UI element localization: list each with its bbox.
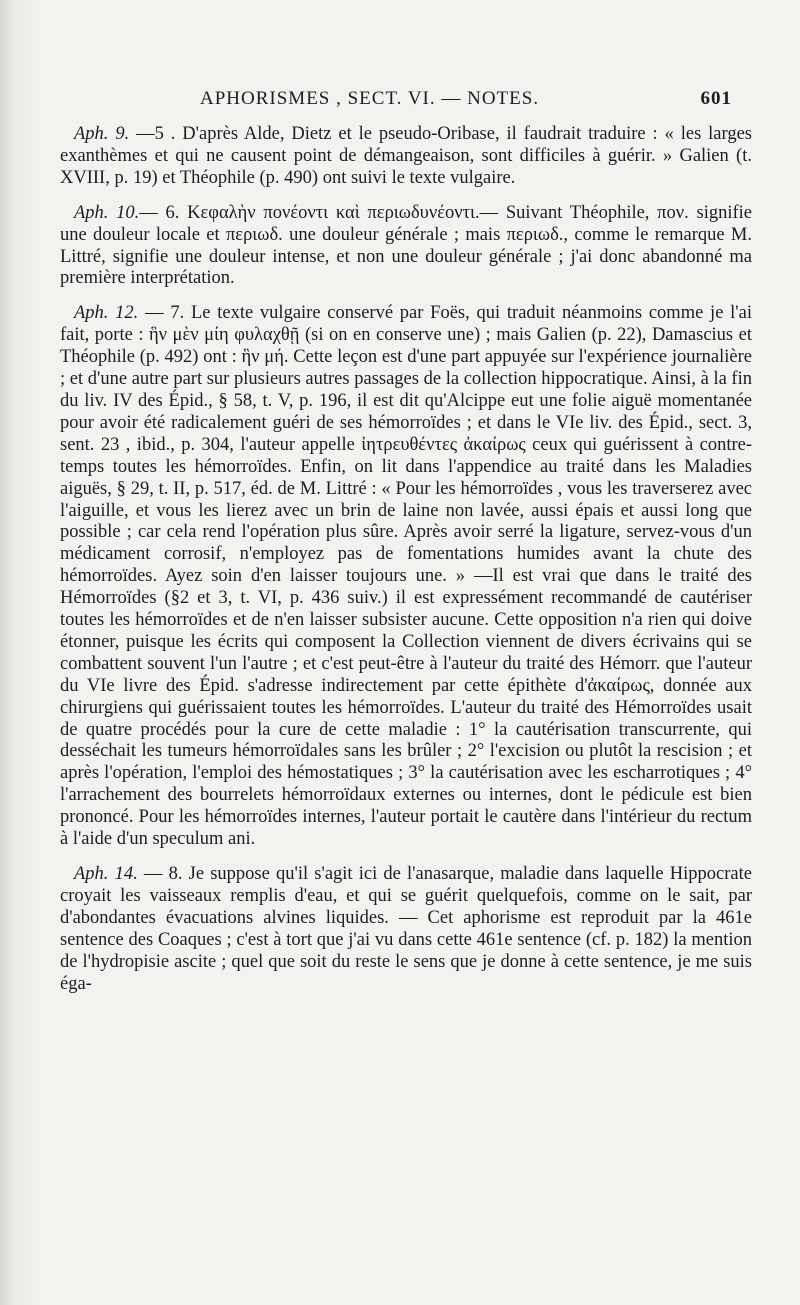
running-head <box>200 88 732 118</box>
note-text: Je suppose qu'il s'agit ici de l'anasarque, maladie dans laquelle Hippocrate croyait les vaisseaux remplis d'eau, et qui se guérit quelquefois, comme on le sait, par d'abondantes évacuations alvines liquides. — Cet aphorisme est reproduit par la 461e sentence des Coaques ; c'est à tort que j'ai vu dans cette 461e sentence (cf. p. 182) la mention de l'hydropisie ascite ; quel que soit du reste le sens que je donne à cette sentence, je me suis éga- <box>60 864 752 994</box>
note-label: Aph. 12. <box>74 303 139 324</box>
note-aph-9 <box>60 124 752 190</box>
note-aph-14 <box>60 864 752 995</box>
note-aph-10 <box>60 203 752 291</box>
note-label: Aph. 14. <box>74 864 138 884</box>
note-aph-12 <box>60 303 752 851</box>
note-label: Aph. 9. <box>74 124 130 144</box>
note-number: — 6. <box>139 202 188 223</box>
note-text: D'après Alde, Dietz et le pseudo-Oribase, il faudrait traduire : « les larges exanthèmes et qui ne causent point de démangeaison, sont difficiles à guérir. » Galien (t. XVIII, p. 19) et Théophile (p. 490) ont suivi le texte vulgaire. <box>60 124 753 188</box>
notes-body <box>60 124 752 1008</box>
note-text: Le texte vulgaire conservé par Foës, qui traduit néanmoins comme je l'ai fait, porte : ἣν μὲν μίη φυλαχθῇ (si on en conserve une) ; mais Galien (p. 22), Damascius et Théophile (p. 492) ont : ἣν μή. Cette leçon est d'une part appuyée sur l'expérience journalière ; et d'une autre part sur plusieurs autres passages de la collection hippocratique. Ainsi, à la fin du liv. IV des Épid., § 58, t. V, p. 196, il est dit qu'Alcippe eut une folie aiguë momentanée pour avoir été radicalement guéri de ses hémorroïdes ; et dans le VIe liv. des Épid., sect. 3, sent. 23 , ibid., p. 304, l'auteur appelle ἰητρευθέντες ἀκαίρως ceux qui guérissent à contre-temps toutes les hémorroïdes. Enfin, on lit dans l'appendice au traité dans les Maladies aiguës, § 29, t. II, p. 517, éd. de M. Littré : « Pour les hémorroïdes , vous les traverserez avec l'aiguille, et vous les lierez avec un brin de laine non lavée, aussi épais et aussi long que possible ; car cela rend l'opération plus sûre. Après avoir serré la ligature, servez-vous d'un médicament corrosif, n'employez pas de fomentations humides avant la chute des hémorroïdes. Ayez soin d'en laisser toujours une. » —Il est vrai que dans le traité des Hémorroïdes (§2 et 3, t. VI, p. 436 suiv.) il est expressément recommandé de cautériser toutes les hémorroïdes et de n'en laisser subsister aucune. Cette opposition n'a rien qui doive étonner, puisque les écrits qui composent la Collection viennent de divers écrivains qui se combattent souvent l'un l'autre ; et c'est peut-être à l'auteur du traité des Hémorr. que l'auteur du VIe livre des Épid. s'adresse indirectement par cette épithète d'ἀκαίρως, donnée aux chirurgiens qui guérissaient toutes les hémorroïdes. L'auteur du traité des Hémorroïdes usait de quatre procédés pour la cure de cette maladie : 1° la cautérisation transcurrente, qui desséchait les tumeurs hémorroïdales sans les brûler ; 2° l'excision ou plutôt la rescision ; et après l'opération, l'emploi des hémostatiques ; 3° la cautérisation avec les escharrotiques ; 4° l'arrachement des bourrelets hémorroïdaux externes ou internes, dont le pédicule est bien prononcé. Pour les hémorroïdes internes, l'auteur portait le cautère dans l'intérieur du rectum à l'aide d'un speculum ani. <box>60 303 752 850</box>
note-number: — 8. <box>137 864 189 884</box>
page-number: 601 <box>700 88 732 109</box>
note-text: Κεφαλὴν πονέοντι καὶ περιωδυνέοντι.— Suivant Théophile, πον. signifie une douleur locale et περιωδ. une douleur générale ; mais περιωδ., comme le remarque M. Littré, signifie une douleur intense, et non une douleur générale ; j'ai donc abandonné ma première interprétation. <box>60 202 752 289</box>
note-number: —5 . <box>129 124 183 144</box>
note-label: Aph. 10. <box>74 202 140 223</box>
running-head-title: APHORISMES , SECT. VI. — NOTES. <box>200 88 540 109</box>
note-number: — 7. <box>138 303 191 324</box>
